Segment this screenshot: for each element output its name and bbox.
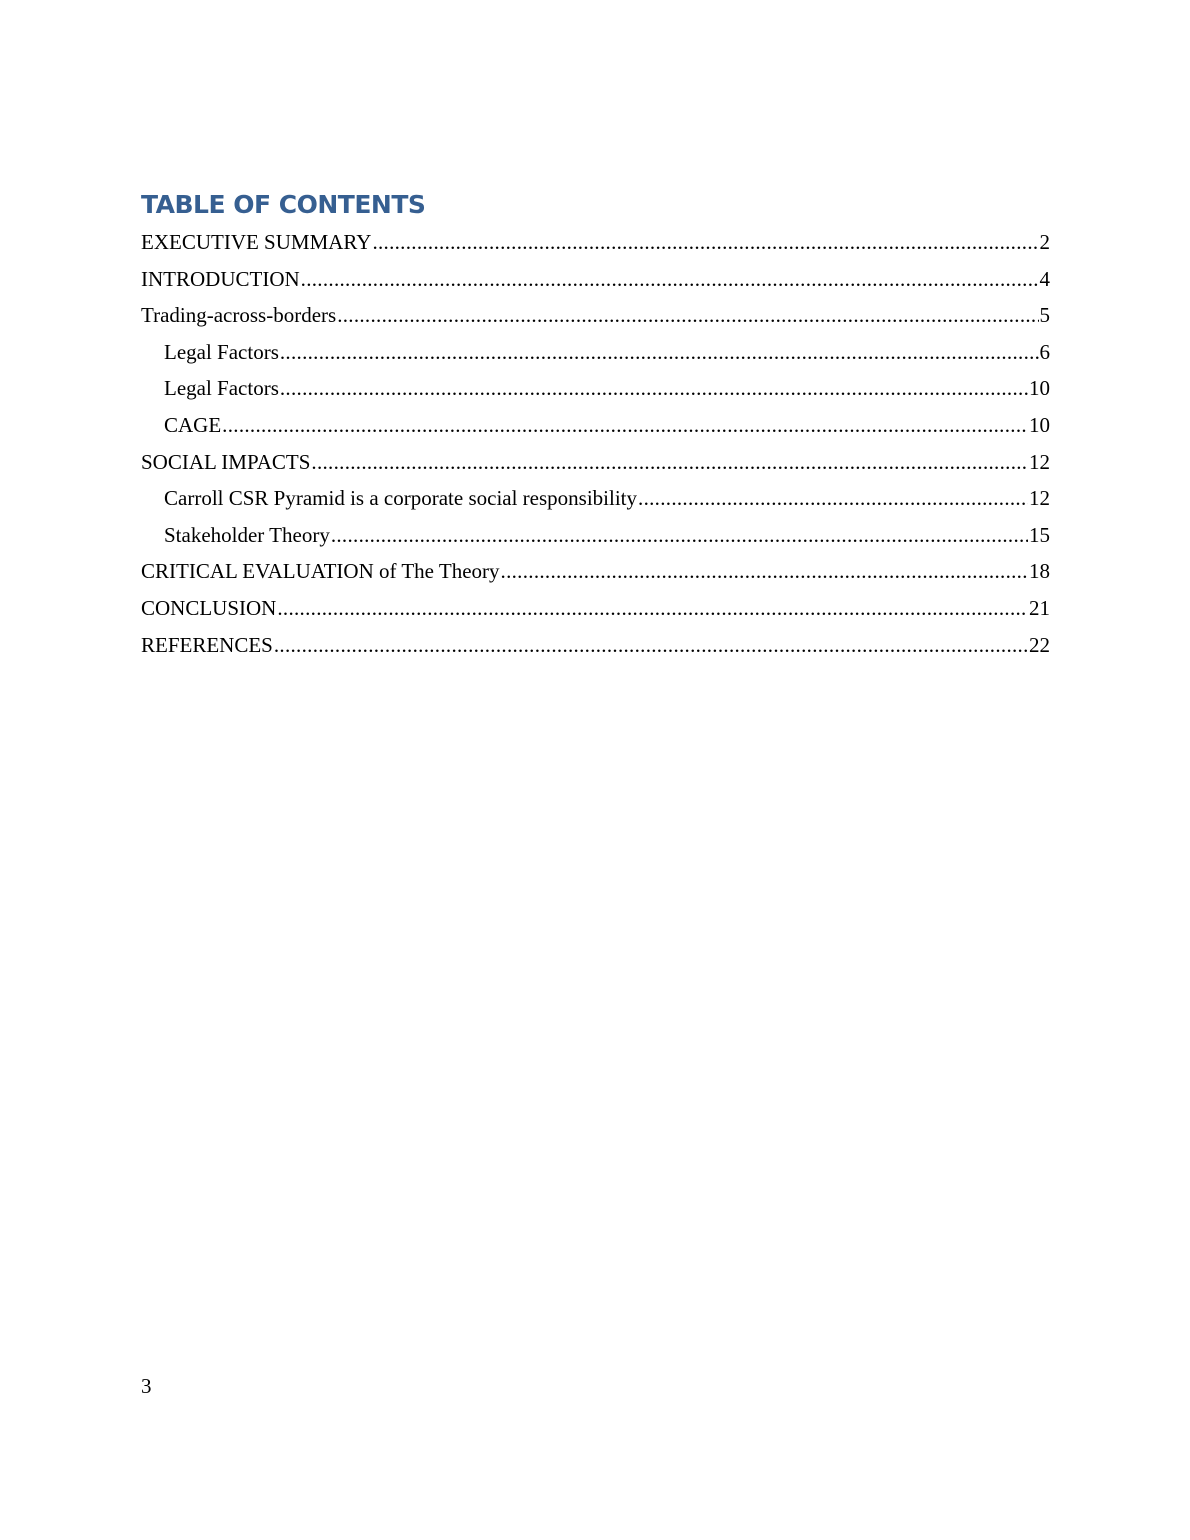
toc-dot-leader (277, 590, 1028, 627)
toc-entry-page: 12 (1029, 486, 1050, 511)
toc-entry-page: 12 (1029, 449, 1050, 474)
toc-entry-label: Stakeholder Theory (164, 522, 330, 547)
toc-entry-label: INTRODUCTION (141, 266, 300, 291)
toc-dot-leader (311, 444, 1028, 481)
toc-entry-label: Trading-across-borders (141, 303, 337, 328)
toc-dot-leader (274, 627, 1028, 664)
toc-dot-leader (638, 480, 1028, 517)
toc-dot-leader (372, 224, 1038, 261)
toc-entry-critical-evaluation[interactable] (141, 553, 1050, 590)
toc-entry-label: CONCLUSION (141, 595, 277, 620)
toc-entry-page: 5 (1039, 303, 1050, 328)
toc-entry-page: 4 (1039, 266, 1050, 291)
toc-heading: TABLE OF CONTENTS (141, 190, 426, 219)
toc-entry-page: 10 (1029, 412, 1050, 437)
toc-entry-references[interactable] (141, 627, 1050, 664)
toc-entry-stakeholder-theory[interactable] (141, 517, 1050, 554)
toc-dot-leader (222, 407, 1028, 444)
toc-list (141, 224, 1050, 663)
toc-dot-leader (301, 261, 1039, 298)
toc-entry-label: CAGE (164, 412, 222, 437)
toc-dot-leader (331, 517, 1028, 554)
toc-entry-page: 18 (1029, 559, 1050, 584)
toc-entry-cage[interactable] (141, 407, 1050, 444)
toc-entry-introduction[interactable] (141, 261, 1050, 298)
toc-entry-carroll-csr-pyramid[interactable] (141, 480, 1050, 517)
toc-entry-page: 2 (1039, 230, 1050, 254)
toc-entry-trading-across-borders[interactable] (141, 297, 1050, 334)
toc-dot-leader (501, 553, 1028, 590)
toc-dot-leader (280, 334, 1039, 371)
toc-entry-label: Legal Factors (164, 339, 279, 364)
toc-entry-executive-summary[interactable] (141, 224, 1050, 261)
toc-entry-page: 21 (1029, 595, 1050, 620)
toc-entry-label: Legal Factors (164, 376, 279, 401)
toc-entry-label: SOCIAL IMPACTS (141, 449, 311, 474)
toc-entry-label: CRITICAL EVALUATION of The Theory (141, 559, 500, 584)
toc-entry-legal-factors-2[interactable] (141, 370, 1050, 407)
toc-entry-page: 22 (1029, 632, 1050, 657)
toc-entry-label: EXECUTIVE SUMMARY (141, 230, 372, 254)
toc-entry-page: 15 (1029, 522, 1050, 547)
toc-dot-leader (280, 370, 1028, 407)
toc-entry-label: Carroll CSR Pyramid is a corporate social responsibility (164, 486, 638, 511)
toc-entry-page: 10 (1029, 376, 1050, 401)
toc-dot-leader (337, 297, 1038, 334)
toc-entry-page: 6 (1039, 339, 1050, 364)
page-number: 3 (141, 1374, 152, 1398)
toc-entry-conclusion[interactable] (141, 590, 1050, 627)
toc-entry-legal-factors[interactable] (141, 334, 1050, 371)
toc-entry-social-impacts[interactable] (141, 444, 1050, 481)
toc-entry-label: REFERENCES (141, 632, 273, 657)
